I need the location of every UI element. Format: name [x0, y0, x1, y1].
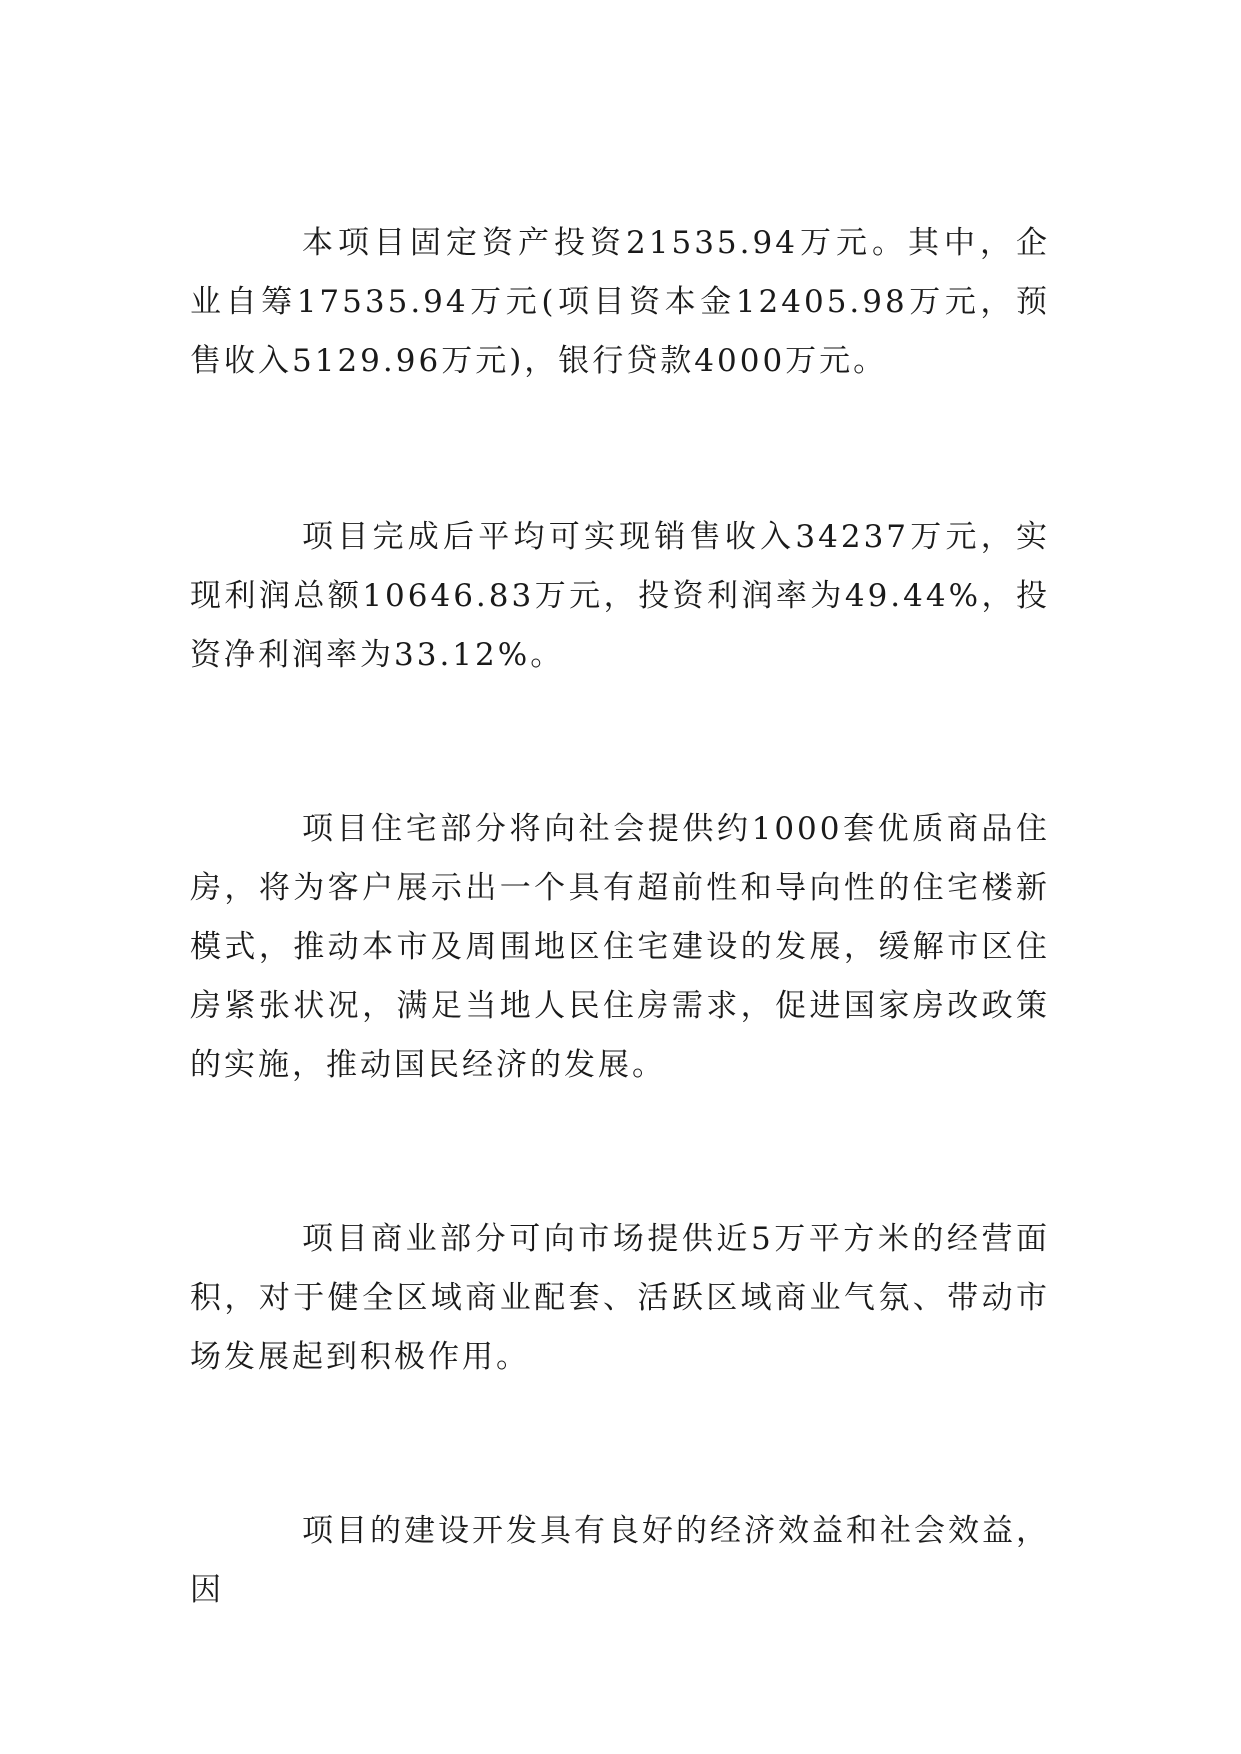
paragraph-commercial: 项目商业部分可向市场提供近5万平方米的经营面积，对于健全区域商业配套、活跃区域商业气氛、带动市场发展起到积极作用。: [190, 1221, 1050, 1375]
paragraph-benefits: 项目的建设开发具有良好的经济效益和社会效益，因: [190, 1513, 1050, 1608]
paragraph-residential: 项目住宅部分将向社会提供约1000套优质商品住房，将为客户展示出一个具有超前性和导向性的住宅楼新模式，推动本市及周围地区住宅建设的发展，缓解市区住房紧张状况，满足当地人民住房需求，促进国家房改政策的实施，推动国民经济的发展。: [190, 811, 1050, 1083]
paragraph-investment: 本项目固定资产投资21535.94万元。其中，企业自筹17535.94万元(项目资本金12405.98万元，预售收入5129.96万元)，银行贷款4000万元。: [190, 225, 1050, 379]
paragraph-revenue-profit: 项目完成后平均可实现销售收入34237万元，实现利润总额10646.83万元，投资利润率为49.44%，投资净利润率为33.12%。: [190, 519, 1050, 673]
document-page: [190, 0, 1050, 1754]
